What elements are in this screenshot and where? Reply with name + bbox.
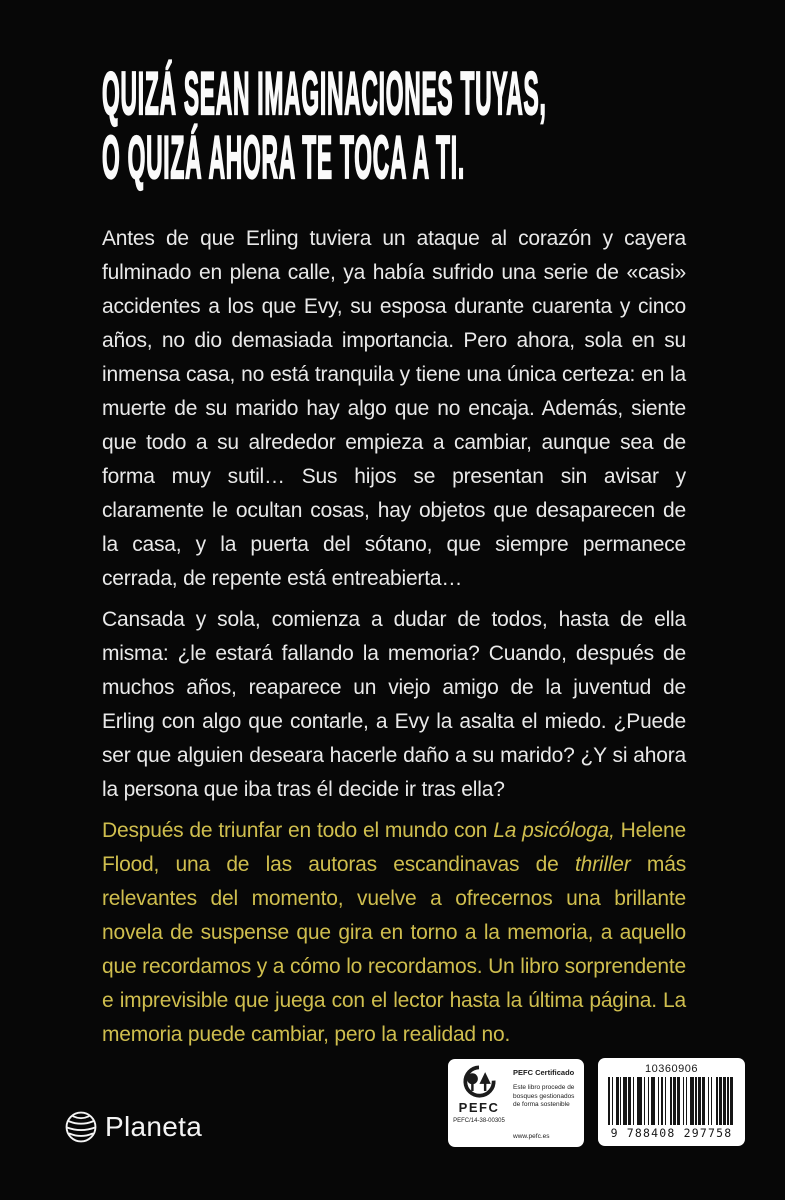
barcode-isbn-digits: 9 788408 297758: [610, 1126, 733, 1140]
synopsis-paragraph-1: Antes de que Erling tuviera un ataque al corazón y cayera fulminado en plena calle, ya había sufrido una serie de «casi» accidentes a los que Evy, su esposa durante cuarenta y cinco años, no dio demasiada importancia. Pero ahora, sola en su inmensa casa, no está tranquila y tiene una única certeza: en la muerte de su marido hay algo que no encaja. Además, siente que todo a su alrededor empieza a cambiar, aunque sea de forma muy sutil… Sus hijos se presentan sin avisar y claramente le ocultan cosas, hay objetos que desaparecen de la casa, y la puerta del sótano, que siempre permanece cerrada, de repente está entreabierta…: [102, 227, 686, 590]
barcode-top-number: 10360906: [645, 1063, 698, 1075]
barcode-label: [598, 1058, 745, 1146]
pefc-cert-code: PEFC/14-38-00305: [453, 1118, 505, 1124]
promo-italic-thriller: thriller: [574, 853, 631, 876]
synopsis-paragraph-2: Cansada y sola, comienza a dudar de todos, hasta de ella misma: ¿le estará fallando la memoria? Cuando, después de muchos años, reaparece un viejo amigo de la juventud de Erling con algo que contarle, a Evy la asalta el miedo. ¿Puede ser que alguien deseara hacerle daño a su marido? ¿Y si ahora la persona que iba tras él decide ir tras ella?: [102, 608, 686, 801]
publisher-name: Planeta: [105, 1111, 203, 1142]
pefc-wordmark: PEFC: [458, 1100, 500, 1115]
tagline-line-1: [102, 62, 785, 126]
tagline-line-1-text: QUIZÁ SEAN IMAGINACIONES TUYAS,: [102, 60, 547, 127]
pefc-trees-icon: [460, 1065, 498, 1099]
tagline: [102, 62, 785, 190]
pefc-url: www.pefc.es: [513, 1133, 550, 1140]
tagline-line-2-text: O QUIZÁ AHORA TE TOCA A TI.: [102, 124, 465, 191]
tagline-line-2: [102, 126, 785, 190]
pefc-logo-block: [448, 1059, 510, 1147]
promo-text-3: más relevantes del momento, vuelve a ofrecernos una brillante novela de suspense que gira en torno a la memoria, a aquello que recordamos y a cómo lo recordamos. Un libro sorprendente e imprevisible que juega con el lector hasta la última página. La memoria puede cambiar, pero la realidad no.: [102, 853, 686, 1046]
barcode-bars: [608, 1077, 736, 1125]
planeta-globe-icon: [64, 1110, 98, 1144]
promo-italic-la-psicologa: La psicóloga,: [493, 819, 615, 842]
promo-text-1: Después de triunfar en todo el mundo con: [102, 819, 494, 842]
pefc-description: Este libro procede de bosques gestionados de forma sostenible: [513, 1084, 575, 1108]
promo-text-2: Helene Flood, una de las autoras escandinavas de: [102, 819, 686, 876]
pefc-certificate-label: [448, 1059, 584, 1147]
publisher-logo: [64, 1110, 202, 1144]
pefc-text-block: [510, 1059, 584, 1147]
promo-paragraph: [102, 814, 686, 1052]
synopsis: [102, 222, 686, 1059]
pefc-title: PEFC Certificado: [513, 1068, 575, 1077]
